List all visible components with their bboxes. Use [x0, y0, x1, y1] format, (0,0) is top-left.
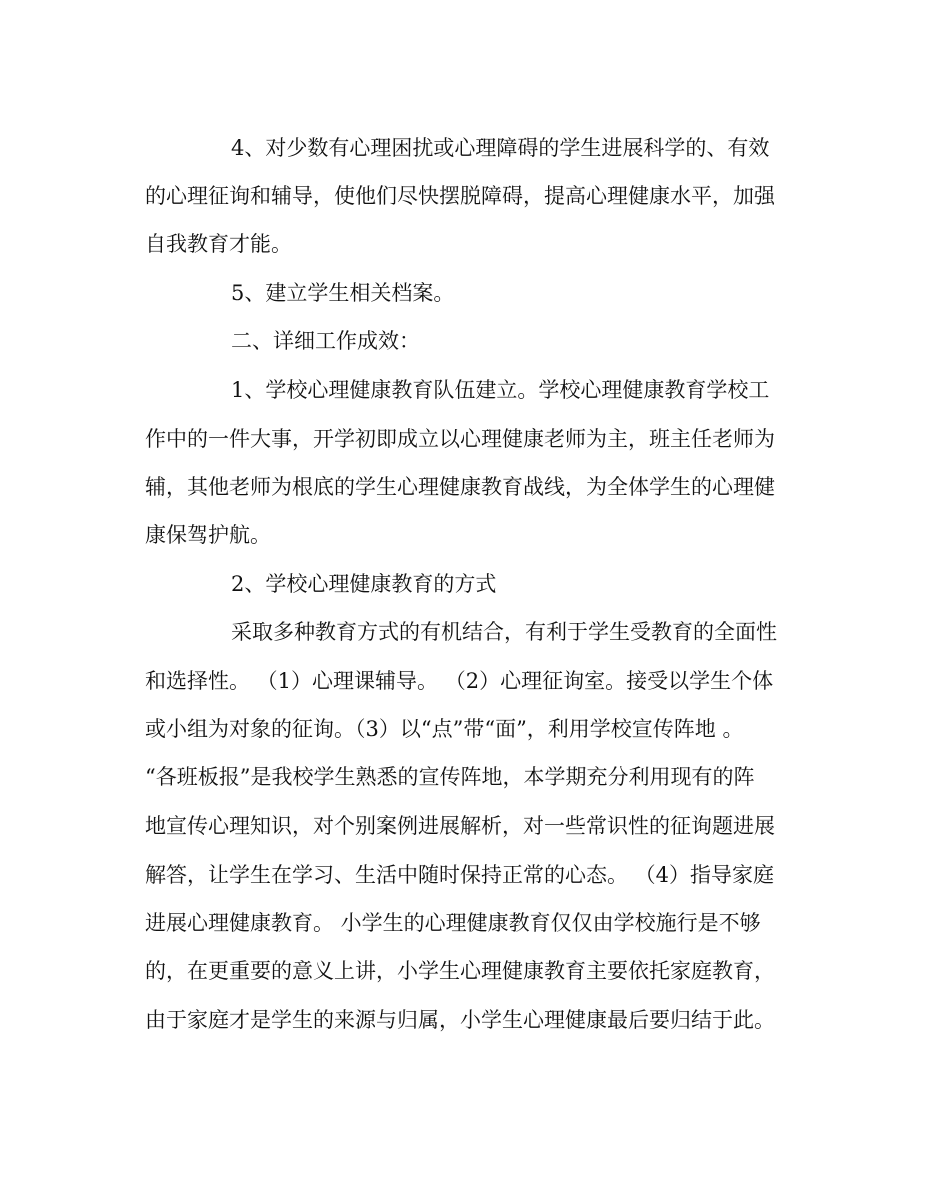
paragraph-team-line-1: 1、学校心理健康教育队伍建立。学校心理健康教育学校工: [231, 378, 770, 402]
paragraph-4-line-3: 自我教育才能。: [145, 232, 292, 256]
paragraph-methods-line-3: 或小组为对象的征询。（3）以“点”带“面”，利用学校宣传阵地 。: [145, 717, 744, 741]
paragraph-5-line-1: 5、建立学生相关档案。: [231, 281, 455, 305]
paragraph-methods-line-2: 和选择性。 （1）心理课辅导。 （2）心理征询室。接受以学生个体: [145, 669, 774, 693]
paragraph-methods-heading: 2、学校心理健康教育的方式: [231, 572, 497, 596]
paragraph-methods-line-4: “各班板报”是我校学生熟悉的宣传阵地，本学期充分利用现有的阵: [145, 765, 755, 789]
paragraph-methods-line-5: 地宣传心理知识，对个别案例进展解析，对一些常识性的征询题进展: [145, 814, 775, 838]
paragraph-4-line-1: 4、对少数有心理困扰或心理障碍的学生进展科学的、有效: [231, 136, 770, 160]
paragraph-methods-line-7: 进展心理健康教育。 小学生的心理健康教育仅仅由学校施行是不够: [145, 911, 761, 935]
paragraph-methods-line-6: 解答，让学生在学习、生活中随时保持正常的心态。 （4）指导家庭: [145, 863, 775, 887]
section-heading-results: 二、详细工作成效：: [231, 329, 420, 353]
paragraph-methods-line-8: 的，在更重要的意义上讲，小学生心理健康教育主要依托家庭教育，: [145, 959, 775, 983]
paragraph-team-line-3: 辅，其他老师为根底的学生心理健康教育战线，为全体学生的心理健: [145, 475, 775, 499]
paragraph-team-line-4: 康保驾护航。: [145, 523, 271, 547]
paragraph-team-line-2: 作中的一件大事，开学初即成立以心理健康老师为主，班主任老师为: [145, 427, 775, 451]
paragraph-4-line-2: 的心理征询和辅导，使他们尽快摆脱障碍，提高心理健康水平，加强: [145, 184, 775, 208]
paragraph-methods-line-1: 采取多种教育方式的有机结合，有利于学生受教育的全面性: [231, 620, 777, 644]
paragraph-methods-line-9: 由于家庭才是学生的来源与归属，小学生心理健康最后要归结于此。: [145, 1008, 775, 1032]
